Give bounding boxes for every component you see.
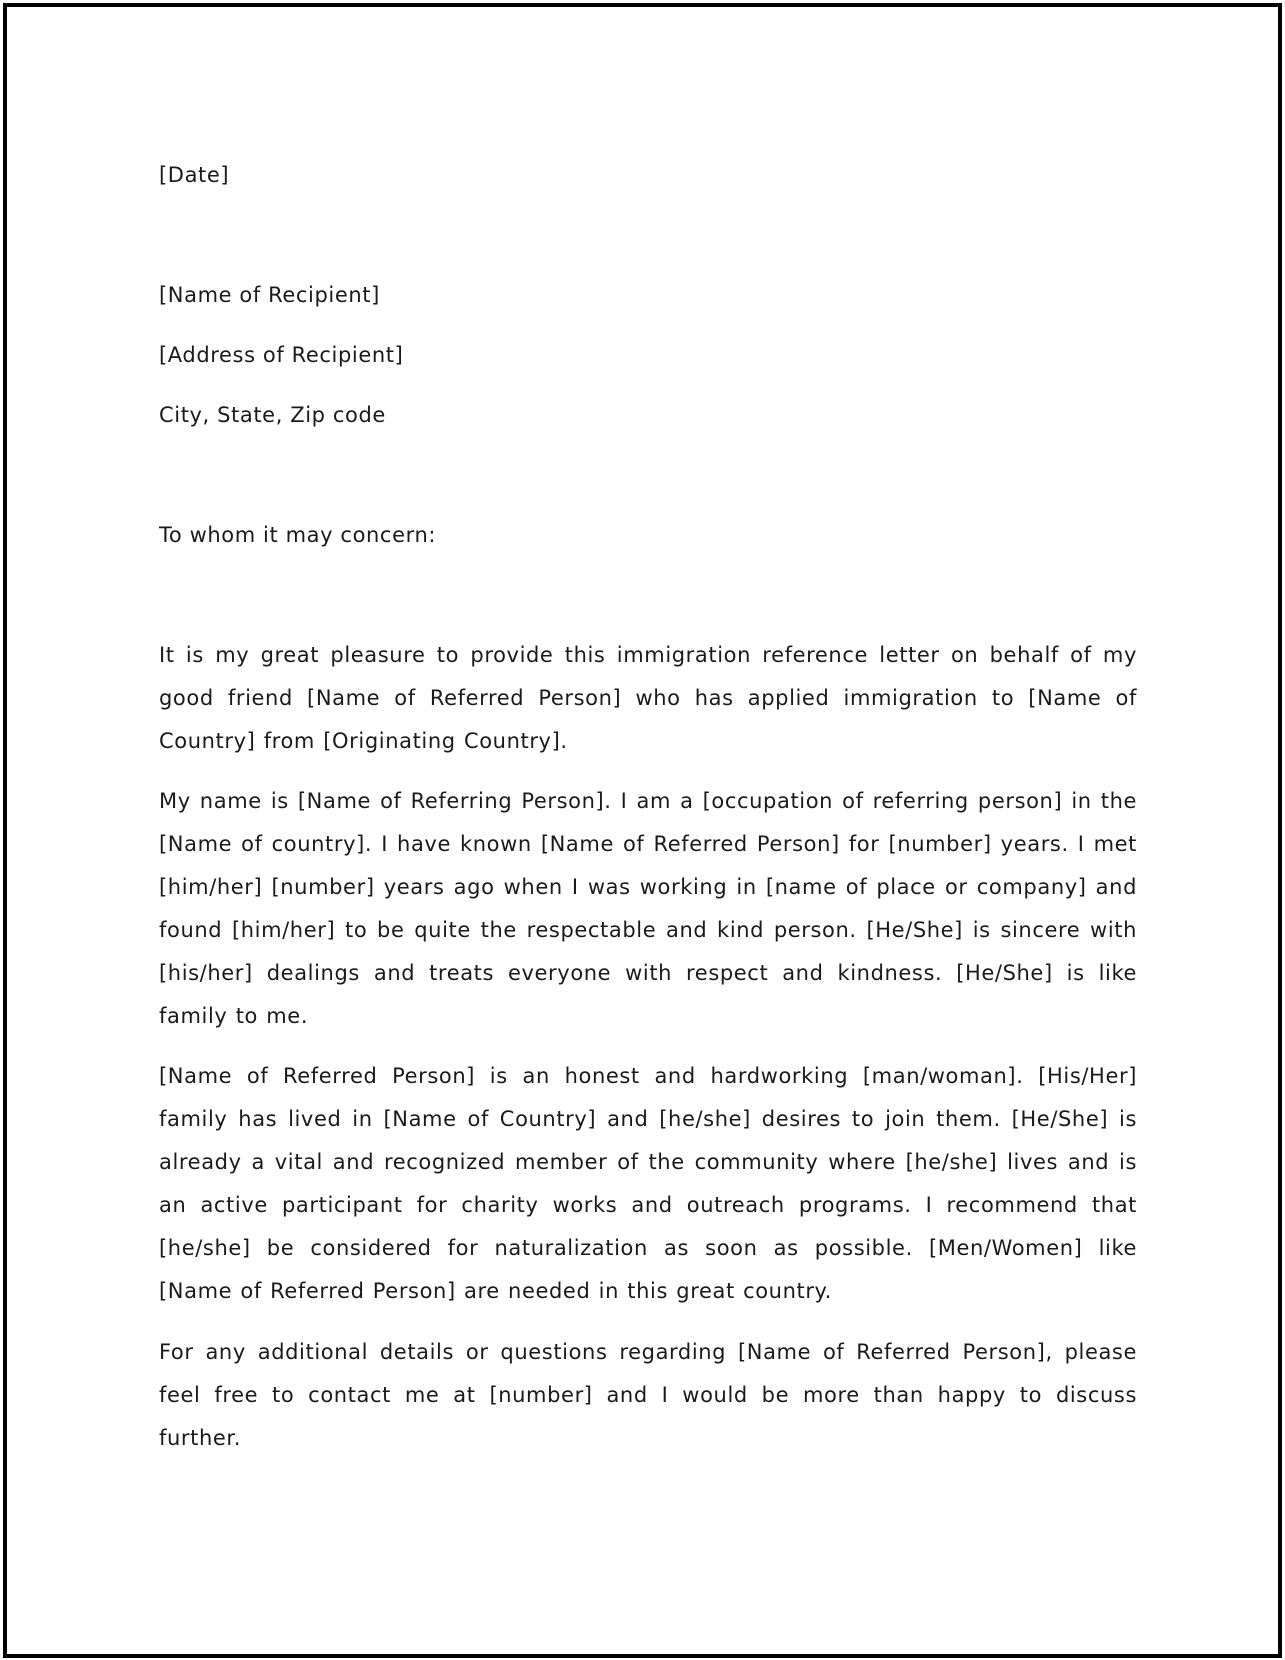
paragraph-contact: For any additional details or questions regarding [Name of Referred Person], please feel free to contact me at [number] and I would be more than happy to discuss further. bbox=[159, 1340, 1137, 1450]
paragraph-referrer-background: My name is [Name of Referring Person]. I am a [occupation of referring person] in the [Name of country]. I have known [Name of Referred Person] for [number] years. I met [him/her] [number] years ago when I was working in [name of place or company] and found [him/her] to be quite the respectable and kind person. [He/She] is sincere with [his/her] dealings and treats everyone with respect and kindness. [He/She] is like family to me. bbox=[159, 789, 1137, 1028]
recipient-name: [Name of Recipient] bbox=[159, 283, 380, 307]
paragraph-character-reference: [Name of Referred Person] is an honest and hardworking [man/woman]. [His/Her] family has lived in [Name of Country] and [he/she] desires to join them. [He/She] is already a vital and recognized member of the community where [he/she] lives and is an active participant for charity works and outreach programs. I recommend that [he/she] be considered for naturalization as soon as possible. [Men/Women] like [Name of Referred Person] are needed in this great country. bbox=[159, 1064, 1137, 1303]
document-page bbox=[3, 3, 1282, 1658]
recipient-city-state-zip: City, State, Zip code bbox=[159, 403, 386, 427]
paragraph-introduction: It is my great pleasure to provide this immigration reference letter on behalf of my good friend [Name of Referred Person] who has applied immigration to [Name of Country] from [Originating Country]. bbox=[159, 643, 1137, 753]
letter-date: [Date] bbox=[159, 163, 230, 187]
salutation: To whom it may concern: bbox=[159, 523, 437, 547]
recipient-address: [Address of Recipient] bbox=[159, 343, 404, 367]
